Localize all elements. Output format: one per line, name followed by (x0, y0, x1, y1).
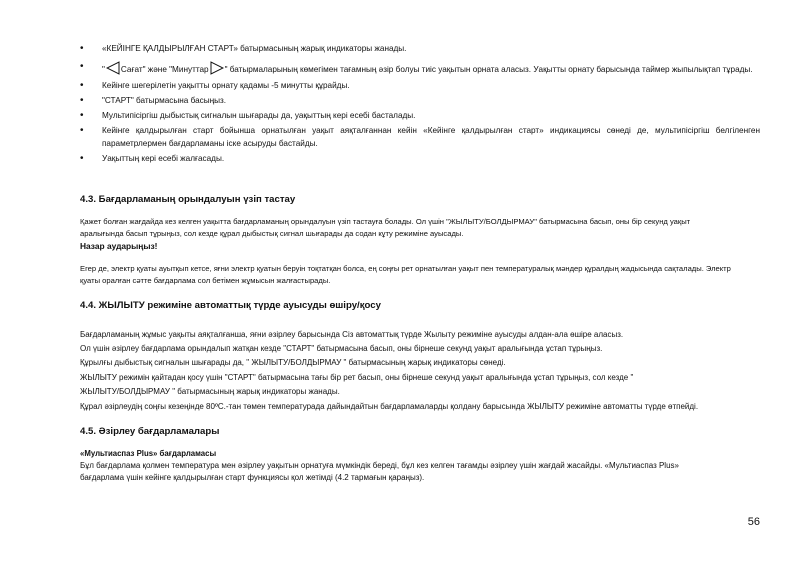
bullet-icon: • (80, 125, 84, 137)
list-item: • Кейінге шегерілетін уақытты орнату қадамы -5 минутты құрайды. (80, 79, 350, 91)
bullet-icon: • (80, 61, 84, 73)
section-4-3-power-note: Егер де, электр қуаты ауытқып кетсе, яғни электр қуатын беруін тоқтатқан болса, ең соңғы рет орнатылған уақыт пен температуралық мәндер құралдың жадысында сақталады. Электр қуаты оралған сәтте бағдарлама сол бетімен жұмысын жалғастырады. (80, 264, 731, 286)
bullet-icon: • (80, 43, 84, 54)
list-item: • «КЕЙІНГЕ ҚАЛДЫРЫЛҒАН СТАРТ» батырмасының жарық индикаторы жанады. (80, 43, 407, 54)
section-4-4-text: Бағдарламаның жұмыс уақыты аяқталғанша, яғни әзірлеу барысында Сіз автоматтық түрде Жылыту режиміне ауысуды алдан-ала өшіре аласыз. Ол үшін әзірлеу бағдарлама орындалып жатқан кезде "СТАРТ" батырмасына басып, оны бірнеше секунд уақыт аралығында ұстап тұрыңыз. Құрылғы дыбыстық сигналын шығарады да, " ЖЫЛЫТУ/БОЛДЫРМАУ " батырмасының жарық индикаторы сөнеді. ЖЫЛЫТУ режимін қайтадан қосу үшін "СТАРТ" батырмасына тағы бір рет басып, оны бірнеше секунд уақыт аралығында ұстап тұрыңыз, сол кезде " ЖЫЛЫТУ/БОЛДЫРМАУ " батырмасының жарық индикаторы жанады. Құрал әзірлеудің соңғы кезеңінде 80ºС.-тан төмен температурада дайындайтын бағдарламаларды қолдану барысында ЖЫЛЫТУ режиміне автоматты түрде өтпейді. (80, 330, 699, 412)
bullet-icon: • (80, 110, 84, 122)
section-4-5-text: «Мультиаспаз Plus» бағдарламасы Бұл бағдарлама қолмен температура мен әзірлеу уақытын орнатуға мүмкіндік береді, бұл кез келген тағамды әзірлеу үшін жағдай жасайды. «Мультиаспаз Plus» бағдарлама үшін кейінге қалдырылған старт функциясы қол жетімді (4.2 тармағын қараңыз). (80, 448, 760, 485)
page-number: 56 (747, 516, 760, 528)
attention-note: Назар аударыңыз! (80, 241, 158, 252)
bullet-icon: • (80, 94, 84, 106)
list-item: • Уақыттың кері есебі жалғасады. (80, 153, 225, 165)
bullet-icon: • (80, 79, 84, 91)
section-title-4-4: 4.4. ЖЫЛЫТУ режиміне автоматтық түрде ауысуды өшіру/қосу (80, 300, 381, 311)
triangle-right-icon (210, 61, 224, 75)
triangle-left-icon (106, 61, 120, 75)
list-item: • Мультипісіргіш дыбыстық сигналын шығарады да, уақыттың кері есебі басталады. (80, 110, 416, 122)
bullet-list (80, 43, 760, 168)
section-4-3-text: Қажет болған жағдайда кез келген уақытта бағдарламаның орындалуын үзіп тастауға болады. Ол үшін "ЖЫЛЫТУ/БОЛДЫРМАУ" батырмасына басып, оны бір секунд уақыт аралығында басып тұрыңыз, сол кезде құрал дыбыстық сигнал шығарады да содан кұту режиміне ауысады. Назар аударыңыз! (80, 216, 760, 253)
list-item: • Кейінге қалдырылған старт бойынша орнатылған уақыт аяқталғаннан кейін «Кейінге қалдырылған старт» индикациясы сөнеді де, мультипісіргіш белгіленген параметрлермен бағдарламаны іске асыруды бастайды. (80, 125, 760, 148)
program-subtitle: «Мультиаспаз Plus» бағдарламасы (80, 449, 217, 458)
section-title-4-5: 4.5. Әзірлеу бағдарламалары (80, 426, 220, 437)
section-title-4-3: 4.3. Бағдарламаның орындалуын үзіп тастау (80, 194, 296, 205)
bullet-icon: • (80, 153, 84, 165)
list-item: • " Сағат" және "Минуттар " батырмаларының көмегімен тағамның әзір болуы тиіс уақытын орната аласыз. Уақытты орнату барысында таймер жыпылықтап тұрады. (80, 61, 753, 75)
list-item: • "СТАРТ" батырмасына басыңыз. (80, 94, 227, 106)
